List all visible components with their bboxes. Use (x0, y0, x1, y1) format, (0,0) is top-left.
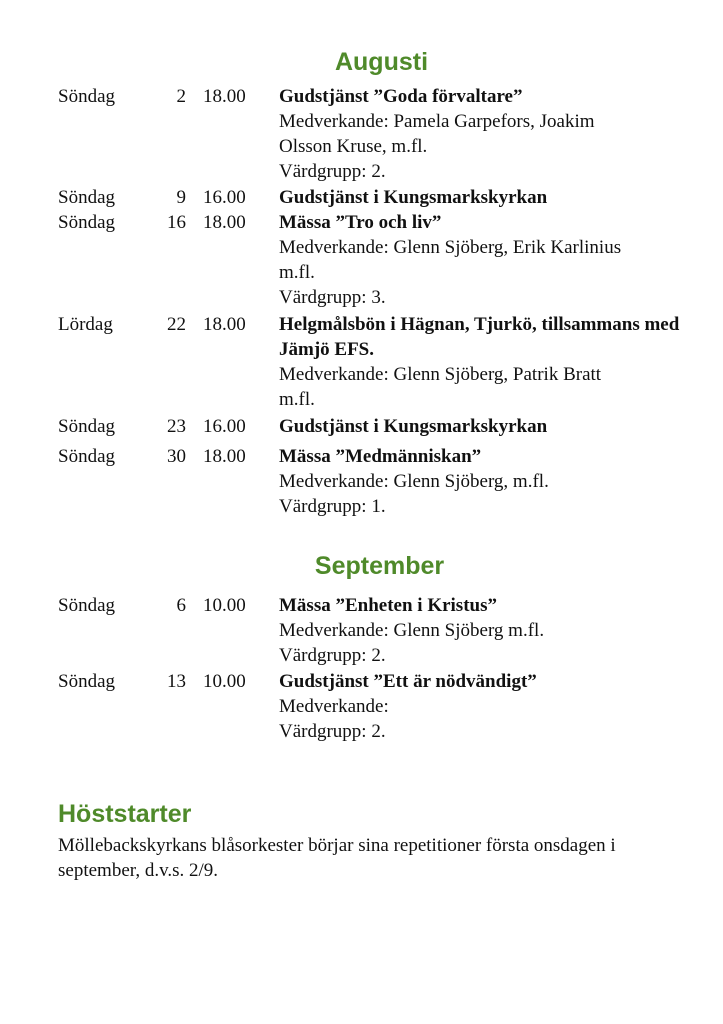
event-day: Lördag (58, 314, 113, 335)
event-detail-line: Värdgrupp: 1. (279, 496, 386, 517)
event-date: 13 (167, 671, 186, 692)
event-detail-line: Värdgrupp: 2. (279, 161, 386, 182)
event-detail-line: Medverkande: Pamela Garpefors, Joakim (279, 111, 595, 132)
event-detail-line: Olsson Kruse, m.fl. (279, 136, 428, 157)
event-details (279, 414, 709, 439)
event-day: Söndag (58, 212, 115, 233)
event-time: 18.00 (203, 446, 246, 467)
event-details (279, 593, 709, 668)
event-date: 30 (167, 446, 186, 467)
month-heading-september: September (314, 552, 445, 580)
event-day: Söndag (58, 595, 115, 616)
event-detail-line: Värdgrupp: 3. (279, 287, 386, 308)
event-detail-line: Medverkande: Glenn Sjöberg, Erik Karlinius (279, 237, 622, 258)
event-details (279, 185, 709, 210)
event-title: Gudstjänst i Kungsmarkskyrkan (279, 187, 548, 208)
event-detail-line: m.fl. (279, 262, 315, 283)
event-detail-line: Medverkande: Glenn Sjöberg m.fl. (279, 620, 545, 641)
event-detail-line: Medverkande: (279, 696, 389, 717)
event-details (279, 669, 709, 744)
event-time: 18.00 (203, 86, 246, 107)
event-detail-line: Medverkande: Glenn Sjöberg, Patrik Bratt (279, 364, 602, 385)
event-time: 16.00 (203, 187, 246, 208)
event-time: 10.00 (203, 671, 246, 692)
notice-text: Möllebackskyrkans blåsorkester börjar sina repetitioner första onsdagen i september, d.v.s. 2/9. (58, 835, 616, 881)
event-title: Gudstjänst ”Goda förvaltare” (279, 86, 523, 107)
event-date: 23 (167, 416, 186, 437)
event-title: Mässa ”Tro och liv” (279, 212, 442, 233)
event-date: 9 (176, 187, 186, 208)
event-date: 16 (167, 212, 186, 233)
event-title: Gudstjänst ”Ett är nödvändigt” (279, 671, 537, 692)
event-day: Söndag (58, 671, 115, 692)
event-day: Söndag (58, 187, 115, 208)
event-title: Mässa ”Enheten i Kristus” (279, 595, 497, 616)
event-detail-line: Värdgrupp: 2. (279, 721, 386, 742)
event-title: Mässa ”Medmänniskan” (279, 446, 482, 467)
event-details (279, 444, 709, 519)
event-day: Söndag (58, 416, 115, 437)
event-time: 18.00 (203, 212, 246, 233)
event-day: Söndag (58, 446, 115, 467)
event-date: 22 (167, 314, 186, 335)
event-details (279, 84, 709, 184)
event-date: 2 (176, 86, 186, 107)
notice-heading: Höststarter (58, 800, 192, 828)
event-title: Gudstjänst i Kungsmarkskyrkan (279, 416, 548, 437)
event-time: 10.00 (203, 595, 246, 616)
event-details (279, 312, 709, 412)
event-time: 18.00 (203, 314, 246, 335)
event-date: 6 (176, 595, 186, 616)
event-title: Helgmålsbön i Hägnan, Tjurkö, tillsammans med Jämjö EFS. (279, 314, 680, 360)
event-time: 16.00 (203, 416, 246, 437)
event-detail-line: Medverkande: Glenn Sjöberg, m.fl. (279, 471, 549, 492)
month-heading-augusti: Augusti (334, 48, 429, 76)
event-detail-line: m.fl. (279, 389, 315, 410)
event-day: Söndag (58, 86, 115, 107)
event-detail-line: Värdgrupp: 2. (279, 645, 386, 666)
event-details (279, 210, 709, 310)
